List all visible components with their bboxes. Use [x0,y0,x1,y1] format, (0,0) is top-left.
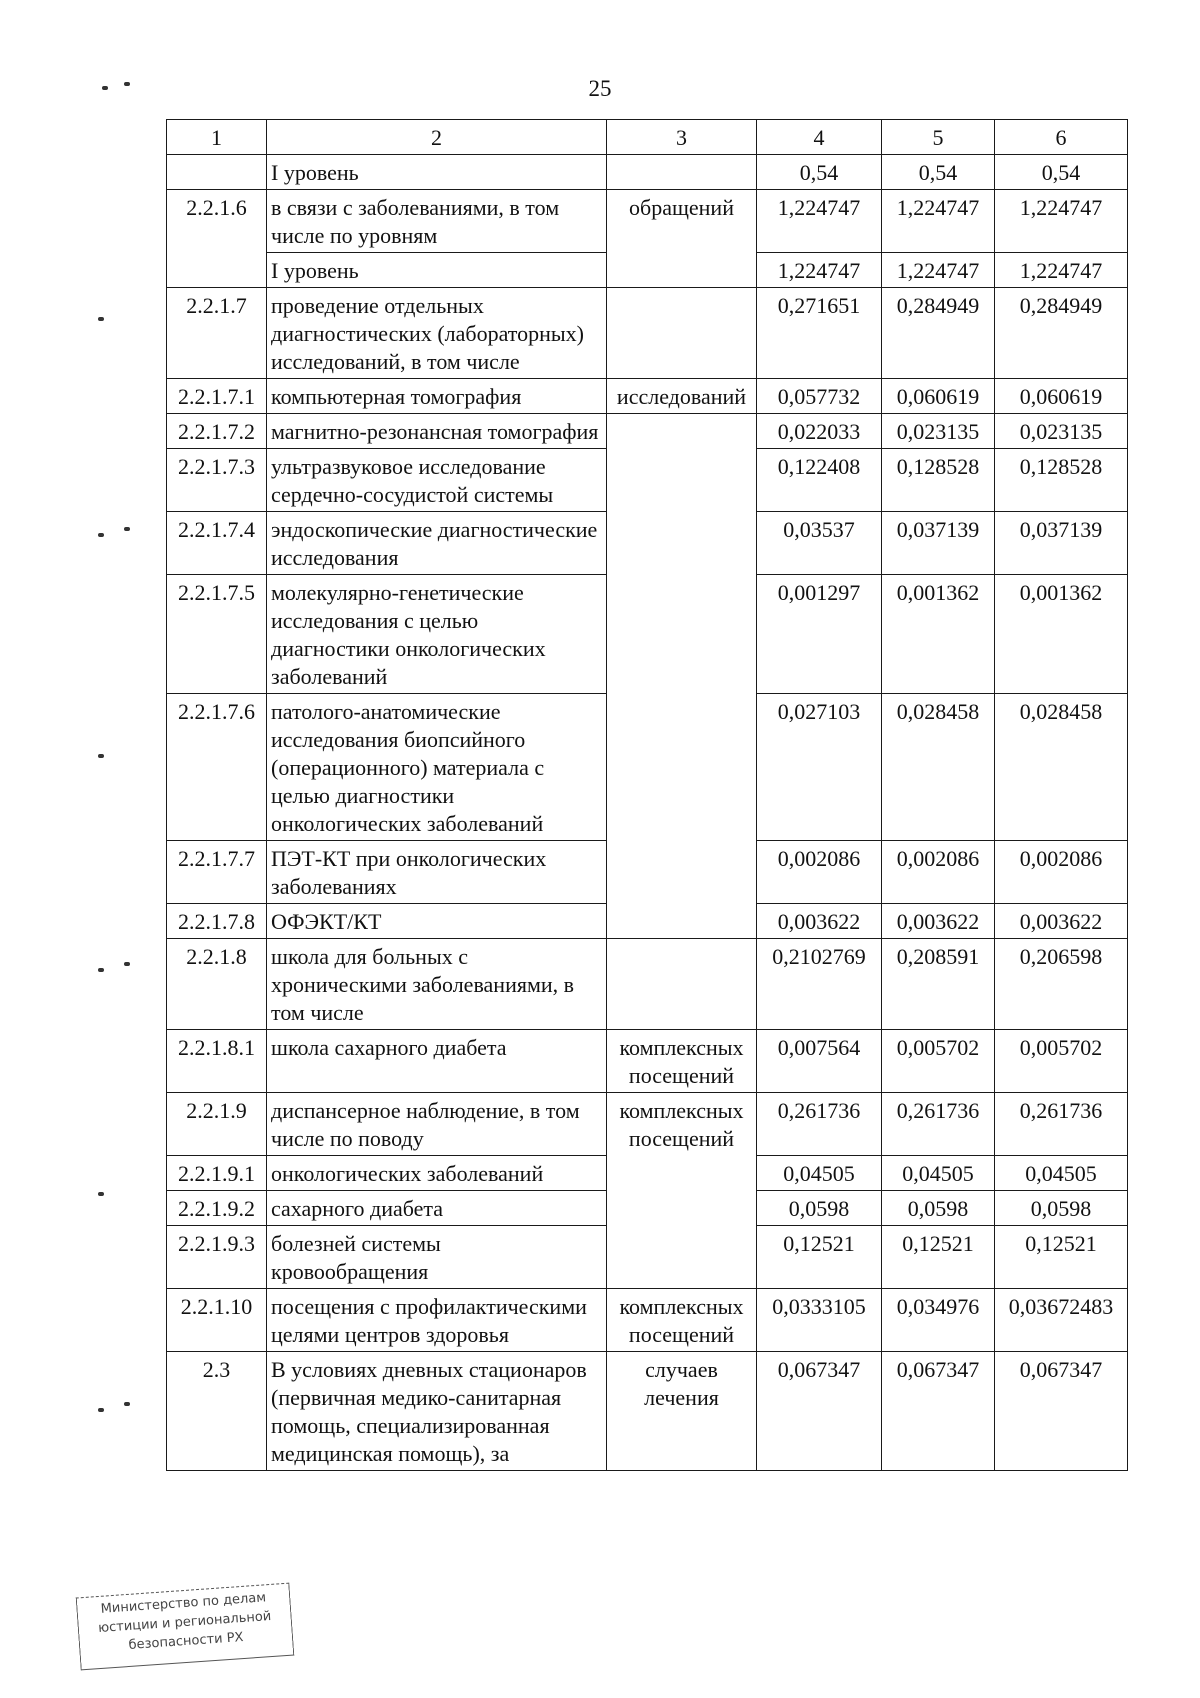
stamp-line-2: юстиции и региональной [97,1608,272,1637]
row-value-6: 0,023135 [995,414,1128,449]
stamp-line-3: безопасности РХ [128,1629,244,1653]
row-unit [607,939,757,1030]
header-col-3: 3 [607,120,757,155]
row-number: 2.3 [167,1352,267,1471]
row-value-5: 0,0598 [882,1191,995,1226]
margin-mark [98,317,104,321]
row-value-6: 0,002086 [995,841,1128,904]
row-number: 2.2.1.7.7 [167,841,267,904]
row-unit: комплексных посещений [607,1030,757,1093]
row-name: ультразвуковое исследование сердечно-сосудистой системы [267,449,607,512]
row-value-5: 0,128528 [882,449,995,512]
row-value-5: 0,005702 [882,1030,995,1093]
row-number: 2.2.1.7.3 [167,449,267,512]
row-unit: обращений [607,190,757,288]
row-name: В условиях дневных стационаров (первичная медико-санитарная помощь, специализированная медицинская помощь), за [267,1352,607,1471]
row-name: диспансерное наблюдение, в том числе по поводу [267,1093,607,1156]
table-row [167,1289,1128,1352]
header-col-4: 4 [757,120,882,155]
row-value-6: 0,12521 [995,1226,1128,1289]
table-row [167,1030,1128,1093]
margin-mark [98,968,104,972]
row-value-4: 0,271651 [757,288,882,379]
row-value-6: 0,206598 [995,939,1128,1030]
row-value-4: 0,2102769 [757,939,882,1030]
row-value-6: 0,0598 [995,1191,1128,1226]
header-col-2: 2 [267,120,607,155]
margin-mark [102,86,108,90]
row-unit [607,288,757,379]
row-value-6: 0,04505 [995,1156,1128,1191]
row-name: компьютерная томография [267,379,607,414]
row-number: 2.2.1.7.4 [167,512,267,575]
row-value-6: 0,005702 [995,1030,1128,1093]
row-value-6: 0,037139 [995,512,1128,575]
row-name: онкологических заболеваний [267,1156,607,1191]
margin-mark [98,1408,104,1412]
row-value-4: 0,122408 [757,449,882,512]
row-number: 2.2.1.7 [167,288,267,379]
row-value-5: 0,001362 [882,575,995,694]
row-value-4: 1,224747 [757,253,882,288]
row-value-5: 0,261736 [882,1093,995,1156]
row-value-6: 0,284949 [995,288,1128,379]
row-value-5: 1,224747 [882,253,995,288]
row-value-5: 0,067347 [882,1352,995,1471]
row-number: 2.2.1.8.1 [167,1030,267,1093]
row-number: 2.2.1.9.2 [167,1191,267,1226]
row-name: патолого-анатомические исследования биопсийного (операционного) материала с целью диагностики онкологических заболеваний [267,694,607,841]
margin-mark [124,962,130,966]
row-value-4: 0,04505 [757,1156,882,1191]
row-number: 2.2.1.8 [167,939,267,1030]
row-name: посещения с профилактическими целями центров здоровья [267,1289,607,1352]
row-name: сахарного диабета [267,1191,607,1226]
margin-mark [98,1192,104,1196]
row-value-4: 0,03537 [757,512,882,575]
row-value-6: 0,067347 [995,1352,1128,1471]
table-row [167,939,1128,1030]
row-number: 2.2.1.10 [167,1289,267,1352]
stamp-line-1: Министерство по делам [100,1590,267,1617]
row-value-5: 0,284949 [882,288,995,379]
row-unit: случаев лечения [607,1352,757,1471]
table-row [167,190,1128,253]
row-unit: исследований [607,379,757,414]
row-name: I уровень [267,253,607,288]
row-number: 2.2.1.7.6 [167,694,267,841]
row-name: I уровень [267,155,607,190]
row-number: 2.2.1.9.1 [167,1156,267,1191]
row-value-5: 0,023135 [882,414,995,449]
row-value-4: 0,007564 [757,1030,882,1093]
row-number: 2.2.1.7.1 [167,379,267,414]
row-name: школа для больных с хроническими заболеваниями, в том числе [267,939,607,1030]
row-value-4: 0,12521 [757,1226,882,1289]
row-value-4: 0,0598 [757,1191,882,1226]
row-value-6: 1,224747 [995,253,1128,288]
row-number [167,155,267,190]
row-name: ОФЭКТ/КТ [267,904,607,939]
row-value-5: 0,04505 [882,1156,995,1191]
row-value-5: 0,037139 [882,512,995,575]
row-value-4: 0,067347 [757,1352,882,1471]
row-unit: комплексных посещений [607,1289,757,1352]
row-name: ПЭТ-КТ при онкологических заболеваниях [267,841,607,904]
row-value-4: 0,0333105 [757,1289,882,1352]
row-value-5: 1,224747 [882,190,995,253]
margin-mark [124,1402,130,1406]
row-value-6: 0,001362 [995,575,1128,694]
data-table [166,119,1128,1471]
row-name: в связи с заболеваниями, в том числе по уровням [267,190,607,253]
row-name: магнитно-резонансная томография [267,414,607,449]
row-value-5: 0,54 [882,155,995,190]
row-value-5: 0,12521 [882,1226,995,1289]
row-value-6: 0,54 [995,155,1128,190]
row-value-6: 0,128528 [995,449,1128,512]
margin-mark [98,754,104,758]
row-value-4: 1,224747 [757,190,882,253]
row-value-4: 0,261736 [757,1093,882,1156]
row-name: болезней системы кровообращения [267,1226,607,1289]
header-col-1: 1 [167,120,267,155]
row-name: молекулярно-генетические исследования с целью диагностики онкологических заболеваний [267,575,607,694]
row-name: эндоскопические диагностические исследования [267,512,607,575]
row-value-5: 0,060619 [882,379,995,414]
row-value-6: 0,003622 [995,904,1128,939]
row-value-4: 0,001297 [757,575,882,694]
row-value-6: 0,060619 [995,379,1128,414]
row-value-4: 0,022033 [757,414,882,449]
row-unit [607,155,757,190]
margin-mark [98,533,104,537]
row-value-5: 0,003622 [882,904,995,939]
row-value-6: 1,224747 [995,190,1128,253]
header-col-6: 6 [995,120,1128,155]
row-number: 2.2.1.7.2 [167,414,267,449]
row-value-4: 0,057732 [757,379,882,414]
row-value-6: 0,028458 [995,694,1128,841]
page-number: 25 [588,76,612,101]
header-col-5: 5 [882,120,995,155]
table-row [167,414,1128,449]
row-number: 2.2.1.7.5 [167,575,267,694]
table-row [167,288,1128,379]
row-name: школа сахарного диабета [267,1030,607,1093]
margin-mark [124,527,130,531]
row-number: 2.2.1.7.8 [167,904,267,939]
row-value-5: 0,034976 [882,1289,995,1352]
margin-mark [124,82,130,86]
row-value-4: 0,002086 [757,841,882,904]
row-value-4: 0,54 [757,155,882,190]
row-name: проведение отдельных диагностических (лабораторных) исследований, в том числе [267,288,607,379]
table-header-row [167,120,1128,155]
row-value-4: 0,027103 [757,694,882,841]
row-value-6: 0,03672483 [995,1289,1128,1352]
row-value-4: 0,003622 [757,904,882,939]
row-number: 2.2.1.6 [167,190,267,288]
ministry-stamp [76,1583,295,1671]
table-row [167,1352,1128,1471]
row-value-6: 0,261736 [995,1093,1128,1156]
row-unit [607,414,757,939]
row-value-5: 0,028458 [882,694,995,841]
row-value-5: 0,208591 [882,939,995,1030]
row-number: 2.2.1.9 [167,1093,267,1156]
table-row [167,1093,1128,1156]
row-number: 2.2.1.9.3 [167,1226,267,1289]
row-value-5: 0,002086 [882,841,995,904]
table-row [167,155,1128,190]
table-row [167,379,1128,414]
row-unit: комплексных посещений [607,1093,757,1289]
